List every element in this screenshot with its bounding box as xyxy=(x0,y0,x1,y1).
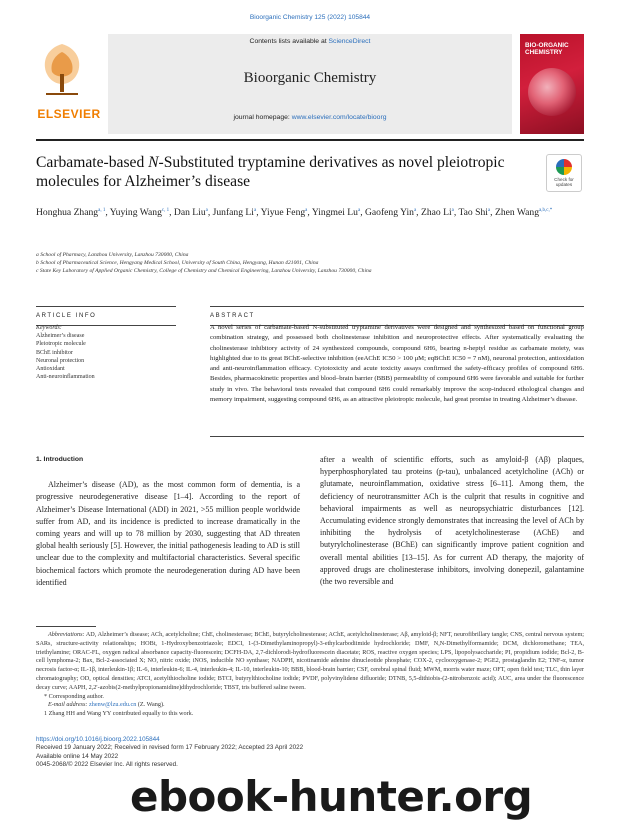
author-name[interactable]: Dan Liu xyxy=(173,207,206,219)
homepage-line xyxy=(108,114,512,121)
keywords-block xyxy=(36,324,176,381)
author-name[interactable]: Yingmei Lu xyxy=(311,207,358,219)
title-italic-n: N xyxy=(148,154,159,171)
footnotes xyxy=(36,631,584,719)
author-affiliation-marker[interactable]: a xyxy=(487,208,491,213)
corresponding-author-note: * Corresponding author. xyxy=(44,692,104,700)
author-name[interactable]: Yiyue Feng xyxy=(260,207,306,219)
doi-link[interactable]: https://doi.org/10.1016/j.bioorg.2022.105844 xyxy=(36,736,160,743)
homepage-prefix: journal homepage: xyxy=(233,114,292,121)
equal-contribution-note: 1 Zhang HH and Wang YY contributed equally to this work. xyxy=(44,710,194,718)
title-part-2: -Substituted tryptamine derivatives as novel pleiotropic molecules for Alzheimer’s disease xyxy=(36,154,505,190)
journal-reference[interactable]: Bioorganic Chemistry 125 (2022) 105844 xyxy=(249,14,371,21)
keyword-item: Anti-neuroinflammation xyxy=(36,374,95,381)
contents-prefix: Contents lists available at xyxy=(249,38,329,45)
sciencedirect-link[interactable]: ScienceDirect xyxy=(328,38,371,45)
keyword-item: BChE inhibitor xyxy=(36,349,73,356)
abbreviations-label: Abbreviations: xyxy=(48,631,85,638)
divider xyxy=(36,306,176,307)
email-suffix: (Z. Wang). xyxy=(136,701,165,709)
homepage-link[interactable]: www.elsevier.com/locate/bioorg xyxy=(291,114,387,121)
email-link[interactable]: zhenw@lzu.edu.cn xyxy=(89,701,137,709)
keyword-item: Pleiotropic molecule xyxy=(36,341,86,348)
author-affiliation-marker[interactable]: a xyxy=(253,208,257,213)
intro-paragraph-left: Alzheimer’s disease (AD), as the most common form of dementia, is a progressive neurodegenerative disease [1–4]. According to the report of Alzheimer’s Disease International (ADI) in 2021, >55 million people worldwide suffer from AD, and its incidence is predicted to increase dramatically in the coming years and will up to 78 million by 2030, suggesting that AD threaten global health seriously [5]. However, the initial pathogenesis leading to AD is still unclear due to the complexity and multifactorial characteristics. Several specific biochemical factors which promote the neurodegeneration during AD have been identified xyxy=(36,480,300,587)
abstract-text: A novel series of carbamate-based N-substituted tryptamine derivatives were designed and synthesized based on functional group combination strategy, and possessed both cholinesterase inhibition and neuroprotective effects. After systematically evaluating the cholinesterase inhibitory activity of 24 synthesized compounds, compound 6H6, bearing n-heptyl residue as carbamate moiety, was highlighted due to its great BChE-selective inhibition (eeAChE IC50 > 100 μM; eqBChE IC50 = 7 nM), neuronal protection, antioxidation and anti-neuroinflammation efficacy. Cytotoxicity and acute toxicity assays confirmed the safety-efficacy profiles of compound 6H6. Besides, pharmacokinetic properties and blood–brain barrier (BBB) permeability of compound 6H6 were favorable and suitable for further study in vivo. The behavioral tests revealed that compound 6H6 could remarkably improve the scop-induced ethological changes and memory impairment, suggesting compound 6H6, as an attractive pleiotropic molecule, had great promise in treating Alzheimer’s disease. xyxy=(210,324,584,404)
affiliation-a: a School of Pharmacy, Lanzhou University, Lanzhou 730000, China xyxy=(36,252,189,258)
article-info-section xyxy=(36,306,176,325)
check-for-updates-badge[interactable] xyxy=(546,154,582,192)
author-affiliation-marker[interactable]: a xyxy=(413,208,417,213)
author-affiliation-marker[interactable]: a xyxy=(357,208,361,213)
article-info-heading: ARTICLE INFO xyxy=(36,312,97,319)
author-name[interactable]: Tao Shi xyxy=(458,207,488,219)
received-dates: Received 19 January 2022; Received in revised form 17 February 2022; Accepted 23 April 2022 xyxy=(36,744,304,752)
affiliations xyxy=(36,251,584,275)
copyright: 0045-2068/© 2022 Elsevier Inc. All rights reserved. xyxy=(36,760,178,768)
divider xyxy=(210,306,584,307)
watermark: ebook-hunter.org xyxy=(130,772,533,821)
keyword-item: Alzheimer’s disease xyxy=(36,333,85,340)
check-badge-line1: Check for xyxy=(554,177,574,182)
author-affiliation-marker[interactable]: a xyxy=(205,208,208,213)
intro-right-column xyxy=(320,454,584,588)
front-matter xyxy=(36,736,584,769)
article-title xyxy=(36,153,506,191)
journal-cover[interactable] xyxy=(520,34,584,134)
author-name[interactable]: Zhen Wang xyxy=(494,207,540,219)
cover-title: BIO-ORGANIC CHEMISTRY xyxy=(525,42,569,56)
abstract-bottom-divider xyxy=(210,436,584,437)
author-name[interactable]: Honghua Zhang xyxy=(36,207,99,219)
keyword-item: Antioxidant xyxy=(36,366,65,373)
author-affiliation-marker[interactable]: a xyxy=(451,208,454,213)
intro-left-column xyxy=(36,454,300,589)
journal-banner xyxy=(108,34,512,134)
title-part-1: Carbamate-based xyxy=(36,154,149,171)
footnote-divider xyxy=(36,626,96,627)
publisher-name: ELSEVIER xyxy=(37,107,101,121)
journal-title: Bioorganic Chemistry xyxy=(243,70,377,86)
author-name[interactable]: Gaofeng Yin xyxy=(365,207,414,219)
email-label: E-mail address: xyxy=(48,701,90,709)
available-online: Available online 14 May 2022 xyxy=(36,752,119,760)
author-affiliation-marker[interactable]: a, 1 xyxy=(98,208,106,213)
check-for-updates-icon xyxy=(556,159,572,175)
cover-art xyxy=(528,68,576,116)
header-divider xyxy=(36,139,584,141)
contents-line xyxy=(108,38,512,45)
author-name[interactable]: Yuying Wang xyxy=(109,207,162,219)
author-affiliation-marker[interactable]: c, 1 xyxy=(161,208,170,213)
author-name[interactable]: Junfang Li xyxy=(212,207,254,219)
abbreviations-text: AD, Alzheimer’s disease; ACh, acetylcholine; ChE, cholinesterase; BChE, butyrylcholinesterase; AChE, acetylcholinesterase; Aβ, amyloid-β; NFT, neurofibrillary tangle; CNS, central nervous system; SARs, structure-activity relationships; HOBt, 1-Hydroxybenzotriazole; EDCI, 1-(3-Dimethylaminopropyl)-3-ethylcarbodiimide hydrochloride; DMF, N,N-Dimethylformamide; DCM, dichloromethane; TEA, triethylamine; ORAC-FL, oxygen radical absorbance capacity-fluorescein; DCFH-DA, 2,7-dichlorodi-hydrofluorescein diacetate; ROS, reactive oxygen species; LPS, lipopolysaccharide; PI, propidium iodide; Bcl-2, B-cell lymphoma-2; Bax, Bcl-2-associated X; NO, nitric oxide; iNOS, inducible NO synthase; NADPH, nicotinamide adenine dinucleotide phosphate; COX-2, cyclooxygenase-2; PGE2, prostaglandin E2; TNF-α, tumor necrosis factor-α; IL-1β, interleukin-1β; IL-6, interleukin-6; IL-4, interleukin-4; IL-10, interleukin-10; BBB, blood-brain barrier; CSF, cerebral spinal fluid; MWM, morris water maze; OFT, open field test; TLC, thin layer chromatography; OD, optical densities; ATCI, acetylthiocholine iodide; BTCI, butyrylthiocholine iodide; PVDF, polyvinylidene difluoride; DTNB, 5,5-dithiobis-(2-nitrobenzoic acid); AUC, area under the fluorescence decay curve; AAPH, 2,2′-azobis(2-methylpropionamidine)dihydrochloride; TBST, tris buffered saline tween. xyxy=(36,631,584,691)
elsevier-tree-icon xyxy=(36,38,88,100)
introduction-heading: 1. Introduction xyxy=(36,456,84,463)
email-note xyxy=(36,701,584,710)
abbreviations-note xyxy=(36,631,584,693)
author-affiliation-marker[interactable]: a,b,c,* xyxy=(539,208,553,213)
check-badge-line2: updates xyxy=(555,182,573,187)
keywords-label: Keywords: xyxy=(36,325,62,331)
author-affiliation-marker[interactable]: a xyxy=(305,208,308,213)
affiliation-c: c State Key Laboratory of Applied Organic Chemistry, College of Chemistry and Chemical Engineering, Lanzhou University, Lanzhou 730000, China xyxy=(36,268,372,274)
affiliation-b: b School of Pharmaceutical Science, Hengyang Medical School, University of South China, Hengyang, Hunan 421001, China xyxy=(36,260,319,266)
keyword-item: Neuronal protection xyxy=(36,357,85,364)
author-list: Honghua Zhang$^{a, 1}$, Yuying Wang$^{c, 1}$, Dan Liu$^a$, Junfang Li$^a$, Yiyue Feng$^a$, Yingmei Lu$^a$, Gaofeng Yin$^a$, Zhao Li$^a$, Tao Shi$^a$, Zhen Wang$^{a,b,c,*}$ xyxy=(36,207,553,219)
elsevier-logo xyxy=(36,34,102,134)
intro-paragraph-right: after a wealth of scientific efforts, such as amyloid-β (Aβ) plaques, hyperphosphorylated tau proteins (p-tau), unbalanced acetylcholine (ACh) or glutamate, neuroinflammation, oxidative stress [6–11]. Among them, the deficiency of neurotransmitter ACh is the culprit that results in cognitive and behavioral impairments as well as neuropsychiatric disturbances [12]. Accumulating evidence strongly demonstrates that increasing the level of ACh by inhibiting the hydrolysis of acetylcholinesterase (AChE) and butyrylcholinesterase (BChE) can significantly improve patient cognition and overall mental abilities [13–15]. As for current AD therapy, the majority of approved drugs are cholinesterase inhibitors, involving donepezil, galantamine (the two reversible and xyxy=(320,455,584,587)
abstract-heading: ABSTRACT xyxy=(210,312,255,319)
author-name[interactable]: Zhao Li xyxy=(420,207,452,219)
